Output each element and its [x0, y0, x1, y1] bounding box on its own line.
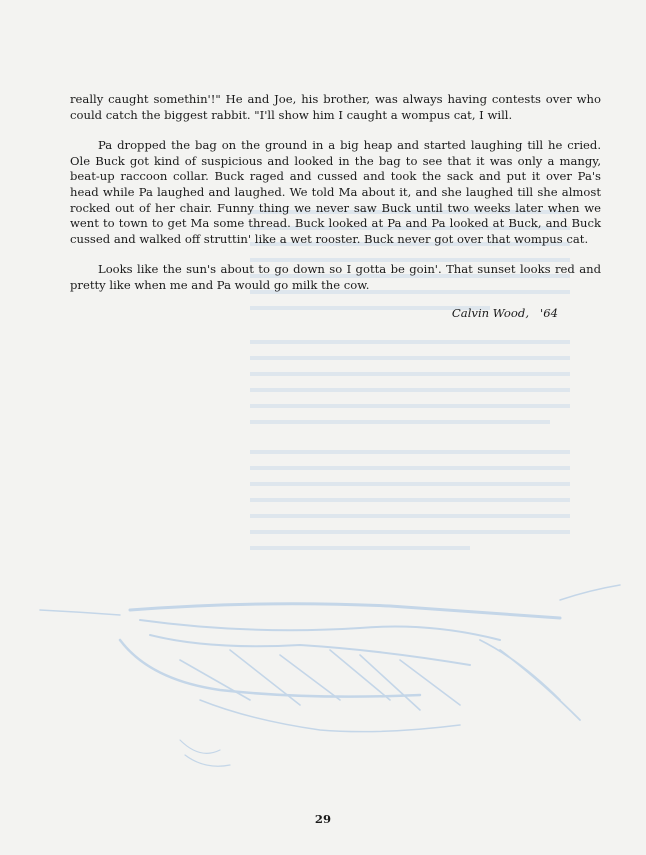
author-signature: Calvin Wood, '64 — [451, 306, 558, 320]
story-paragraph-2: Pa dropped the bag on the ground in a big heap and started laughing till he cried. Ole Buck got kind of suspicious and looked in the bag to see that it was only a mangy, beat-up raccoon collar. Buck raged and cussed and took the sack and put it over Pa's head while Pa laughed and laughed. We told Ma about it, and she laughed till she almost rocked out of her chair. Funny thing we never saw Buck until two weeks later when we went to town to get Ma some thread. Buck looked at Pa and Pa looked at Buck, and Buck cussed and walked off struttin' like a wet rooster. Buck never got over that wompus cat. — [70, 138, 601, 246]
page-number: 29 — [314, 812, 332, 826]
story-paragraph-1: really caught somethin'!" He and Joe, his brother, was always having contests over who could catch the biggest rabbit. "I'll show him I caught a wompus cat, I will. — [70, 92, 601, 122]
story-text — [70, 92, 601, 294]
story-paragraph-3: Looks like the sun's about to go down so I gotta be goin'. That sunset looks red and pretty like when me and Pa would go milk the cow. — [70, 262, 601, 292]
